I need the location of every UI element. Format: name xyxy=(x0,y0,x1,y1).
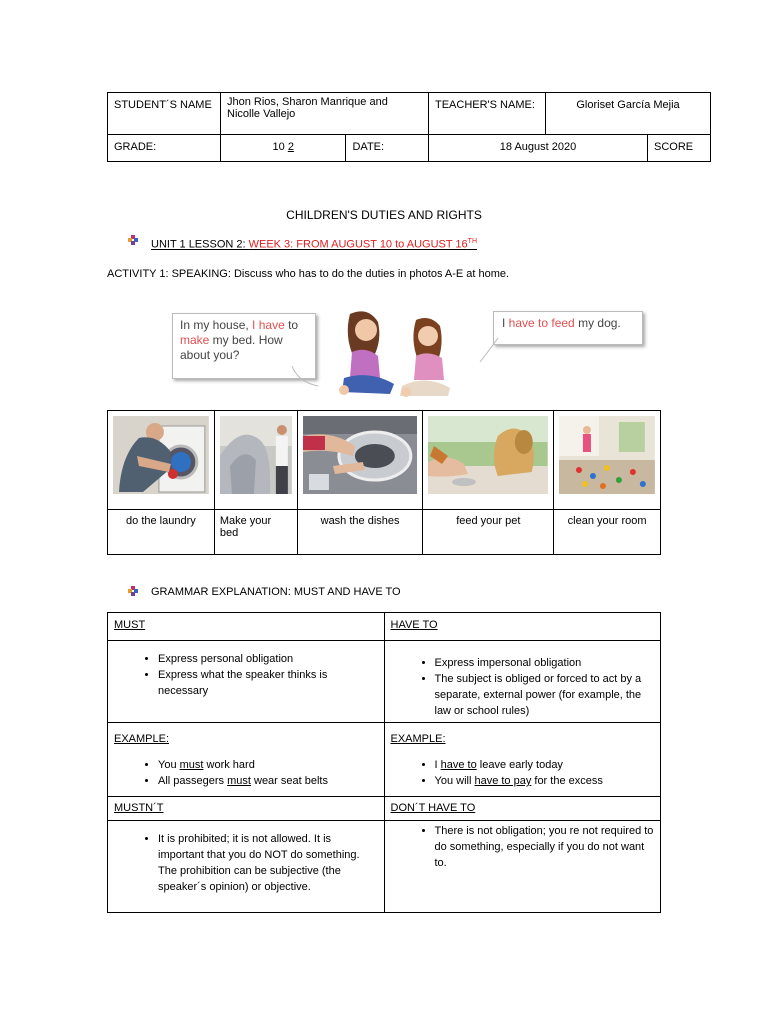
header-table xyxy=(107,92,711,162)
laundry-photo-image xyxy=(113,416,209,494)
dont-have-to-explanation xyxy=(384,821,661,913)
photo-label: do the laundry xyxy=(108,510,215,555)
photo-label: feed your pet xyxy=(423,510,554,555)
list-item: • All passegers must wear seat belts xyxy=(158,773,378,789)
photo-cell xyxy=(108,411,215,510)
have-to-examples: EXAMPLE: • I have to leave early today • You will have to pay for the excess xyxy=(384,723,661,797)
photo-label: clean your room xyxy=(554,510,661,555)
speech-tail-right-icon xyxy=(478,338,502,364)
must-explanation xyxy=(108,641,385,723)
list-item: • You must work hard xyxy=(158,757,378,773)
must-examples: EXAMPLE: • You must work hard • All passegers must wear seat belts xyxy=(108,723,385,797)
grade-label: GRADE: xyxy=(108,135,221,162)
clean-room-photo-image xyxy=(559,416,655,494)
grammar-table xyxy=(107,612,661,913)
list-item: • It is prohibited; it is not allowed. It is important that you do NOT do something. The prohibition can be subjective (the speaker´s opinion) or objective. xyxy=(158,831,378,895)
have-to-explanation xyxy=(384,641,661,723)
list-item: • I have to leave early today xyxy=(435,757,655,773)
have-to-heading: HAVE TO xyxy=(384,613,661,641)
unit-line: UNIT 1 LESSON 2: WEEK 3: FROM AUGUST 10 to AUGUST 16TH xyxy=(151,238,478,251)
date-label: DATE: xyxy=(346,135,429,162)
photo-cell xyxy=(554,411,661,510)
two-girls-talking-image xyxy=(330,306,460,398)
teacher-name-label: TEACHER'S NAME: xyxy=(429,93,546,135)
must-heading: MUST xyxy=(108,613,385,641)
make-bed-photo-image xyxy=(220,416,292,494)
wash-dishes-photo-image xyxy=(303,416,418,494)
list-item: • You will have to pay for the excess xyxy=(435,773,655,789)
duties-photo-table xyxy=(107,410,661,555)
photo-cell xyxy=(423,411,554,510)
student-name-label: STUDENT´S NAME xyxy=(108,93,221,135)
teacher-name-value: Gloriset García Mejia xyxy=(546,93,711,135)
photo-label: wash the dishes xyxy=(297,510,423,555)
grade-value: 10 2 xyxy=(221,135,346,162)
list-item: • The subject is obliged or forced to act by a separate, external power (for example, the law or school rules) xyxy=(435,671,655,719)
grammar-heading: GRAMMAR EXPLANATION: MUST AND HAVE TO xyxy=(151,586,401,598)
photo-label: Make your bed xyxy=(214,510,297,555)
list-item: • There is not obligation; you re not required to do something, especially if you do not want to. xyxy=(435,823,655,871)
list-item: • Express impersonal obligation xyxy=(435,655,655,671)
speech-bubble-left: In my house, I have to make my bed. How about you? xyxy=(172,313,316,379)
student-name-value: Jhon Rios, Sharon Manrique and Nicolle Vallejo xyxy=(221,93,429,135)
speech-tail-left-icon xyxy=(290,366,320,388)
bullet-icon xyxy=(128,586,138,596)
score-label: SCORE xyxy=(648,135,711,162)
page-title: CHILDREN'S DUTIES AND RIGHTS xyxy=(286,208,482,222)
dont-have-to-heading: DON´T HAVE TO xyxy=(384,797,661,821)
feed-pet-photo-image xyxy=(428,416,548,494)
photo-cell xyxy=(214,411,297,510)
activity-instruction: ACTIVITY 1: SPEAKING: Discuss who has to do the duties in photos A-E at home. xyxy=(107,268,510,280)
photo-cell xyxy=(297,411,423,510)
mustnt-explanation xyxy=(108,821,385,913)
mustnt-heading: MUSTN´T xyxy=(108,797,385,821)
list-item: • Express what the speaker thinks is necessary xyxy=(158,667,378,699)
date-value: 18 August 2020 xyxy=(429,135,648,162)
speech-bubble-right: I have to feed my dog. xyxy=(493,311,643,345)
list-item: • Express personal obligation xyxy=(158,651,378,667)
bullet-icon xyxy=(128,235,138,245)
